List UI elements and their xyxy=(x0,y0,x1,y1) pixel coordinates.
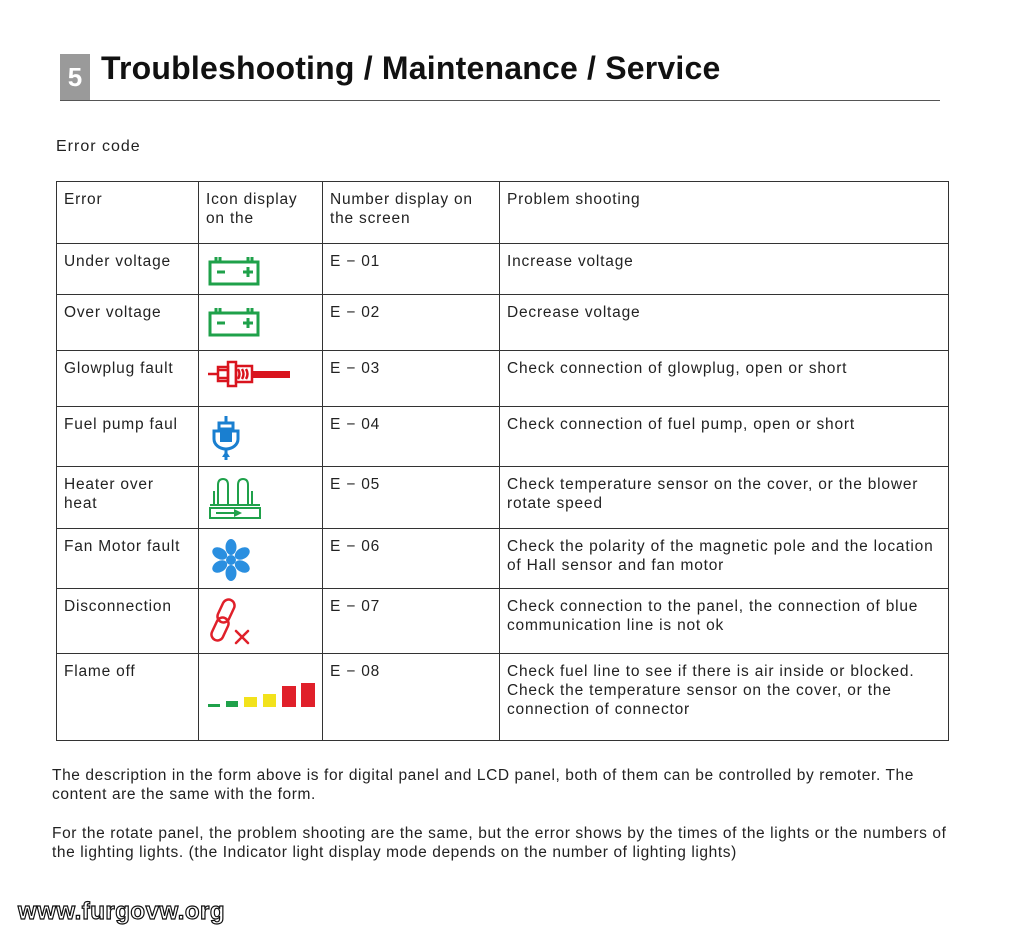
problem-solution: Check temperature sensor on the cover, or the blower rotate speed xyxy=(500,467,949,529)
fuel-pump-icon xyxy=(206,415,246,461)
error-name: Flame off xyxy=(57,654,199,741)
table-row xyxy=(57,407,949,467)
disconnection-icon xyxy=(206,597,256,647)
problem-solution: Check fuel line to see if there is air inside or blocked. Check the temperature sensor on the cover, or the connection of connector xyxy=(500,654,949,741)
note-rotate-panel: For the rotate panel, the problem shooting are the same, but the error shows by the times of the lights or the numbers of the lighting lights. (the Indicator light display mode depends on the number of lighting lights) xyxy=(52,825,947,861)
error-name: Fan Motor fault xyxy=(57,529,199,589)
icon-cell xyxy=(199,654,323,741)
problem-solution: Check connection of fuel pump, open or short xyxy=(500,407,949,467)
table-header-row xyxy=(57,182,949,244)
heater-overheat-icon xyxy=(206,475,264,521)
table-row xyxy=(57,467,949,529)
error-code: E − 06 xyxy=(323,529,500,589)
problem-solution: Decrease voltage xyxy=(500,295,949,351)
section-number-badge: 5 xyxy=(60,54,90,100)
icon-cell xyxy=(199,295,323,351)
error-code: E − 08 xyxy=(323,654,500,741)
glowplug-icon xyxy=(206,359,292,389)
header-problem-shooting: Problem shooting xyxy=(500,182,949,244)
error-code: E − 05 xyxy=(323,467,500,529)
error-code: E − 02 xyxy=(323,295,500,351)
table-row xyxy=(57,244,949,295)
table-row xyxy=(57,529,949,589)
table-row xyxy=(57,351,949,407)
problem-solution: Check the polarity of the magnetic pole and the location of Hall sensor and fan motor xyxy=(500,529,949,589)
error-name: Over voltage xyxy=(57,295,199,351)
table-row xyxy=(57,654,949,741)
flame-level-bars-icon xyxy=(206,681,318,709)
icon-cell xyxy=(199,407,323,467)
page-title: Troubleshooting / Maintenance / Service xyxy=(101,50,721,86)
header-error: Error xyxy=(57,182,199,244)
icon-cell xyxy=(199,589,323,654)
note-digital-lcd-panel: The description in the form above is for digital panel and LCD panel, both of them can be controlled by remoter. The content are the same with the form. xyxy=(52,767,914,803)
battery-icon xyxy=(206,303,262,339)
icon-cell xyxy=(199,351,323,407)
error-name: Fuel pump faul xyxy=(57,407,199,467)
icon-cell xyxy=(199,244,323,295)
error-name: Disconnection xyxy=(57,589,199,654)
icon-cell xyxy=(199,467,323,529)
header-number-display: Number display on the screen xyxy=(323,182,500,244)
watermark: www.furgovw.org xyxy=(18,898,226,925)
table-row xyxy=(57,589,949,654)
header-icon-display: Icon display on the xyxy=(199,182,323,244)
error-name: Under voltage xyxy=(57,244,199,295)
battery-icon xyxy=(206,252,262,288)
title-divider xyxy=(60,100,940,101)
table-row xyxy=(57,295,949,351)
error-code: E − 04 xyxy=(323,407,500,467)
problem-solution: Check connection of glowplug, open or short xyxy=(500,351,949,407)
error-code: E − 01 xyxy=(323,244,500,295)
error-code: E − 03 xyxy=(323,351,500,407)
problem-solution: Check connection to the panel, the connection of blue communication line is not ok xyxy=(500,589,949,654)
error-code: E − 07 xyxy=(323,589,500,654)
icon-cell xyxy=(199,529,323,589)
fan-icon xyxy=(206,537,256,583)
error-code-table xyxy=(56,181,949,741)
error-name: Glowplug fault xyxy=(57,351,199,407)
error-code-heading: Error code xyxy=(56,138,141,155)
problem-solution: Increase voltage xyxy=(500,244,949,295)
error-name: Heater over heat xyxy=(57,467,199,529)
